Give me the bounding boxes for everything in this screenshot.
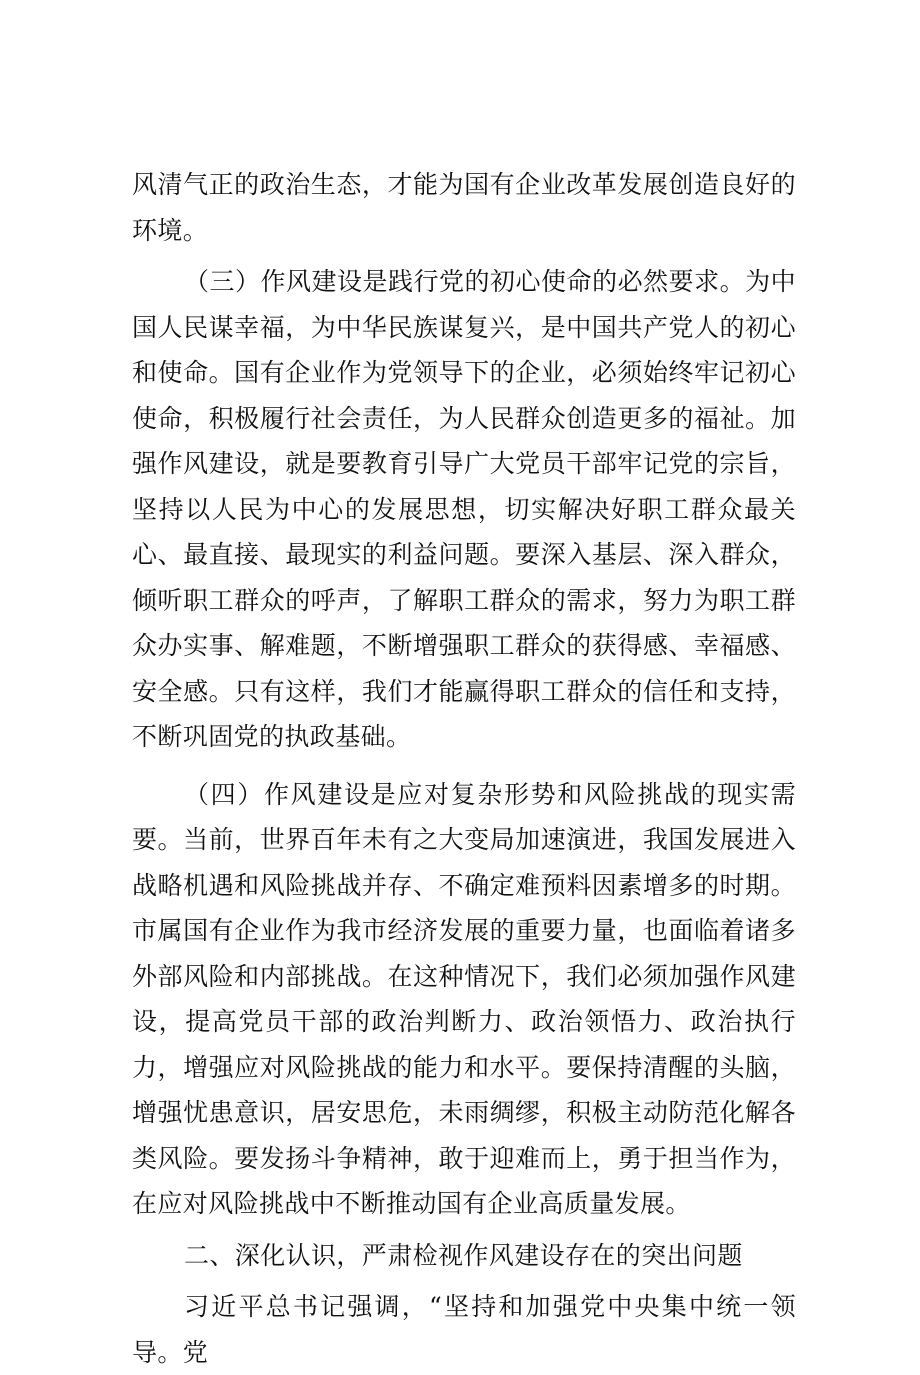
paragraph-quote-start: 习近平总书记强调，“坚持和加强党中央集中统一领导。党 [132, 1292, 796, 1367]
paragraph-section-4: （四）作风建设是应对复杂形势和风险挑战的现实需要。当前，世界百年未有之大变局加速演进，我国发展进入战略机遇和风险挑战并存、不确定难预料因素增多的时期。市属国有企业作为我市经济发展的重要力量，也面临着诸多外部风险和内部挑战。在这种情况下，我们必须加强作风建设，提高党员干部的政治判断力、政治领悟力、政治执行力，增强应对风险挑战的能力和水平。要保持清醒的头脑，增强忧患意识，居安思危，未雨绸缪，积极主动防范化解各类风险。要发扬斗争精神，敢于迎难而上，勇于担当作为，在应对风险挑战中不断推动国有企业高质量发展。 [132, 779, 796, 1218]
paragraph-spacer [132, 760, 796, 772]
section-heading-2: 二、深化认识，严肃检视作风建设存在的突出问题 [184, 1240, 743, 1270]
paragraph-continuation: 风清气正的政治生态，才能为国有企业改革发展创造良好的环境。 [132, 170, 796, 245]
paragraph-section-3: （三）作风建设是践行党的初心使命的必然要求。为中国人民谋幸福，为中华民族谋复兴，是中国共产党人的初心和使命。国有企业作为党领导下的企业，必须始终牢记初心使命，积极履行社会责任，为人民群众创造更多的福祉。加强作风建设，就是要教育引导广大党员干部牢记党的宗旨，坚持以人民为中心的发展思想，切实解决好职工群众最关心、最直接、最现实的利益问题。要深入基层、深入群众，倾听职工群众的呼声，了解职工群众的需求，努力为职工群众办实事、解难题，不断增强职工群众的获得感、幸福感、安全感。只有这样，我们才能赢得职工群众的信任和支持，不断巩固党的执政基础。 [132, 267, 796, 751]
document-body [132, 162, 796, 1375]
